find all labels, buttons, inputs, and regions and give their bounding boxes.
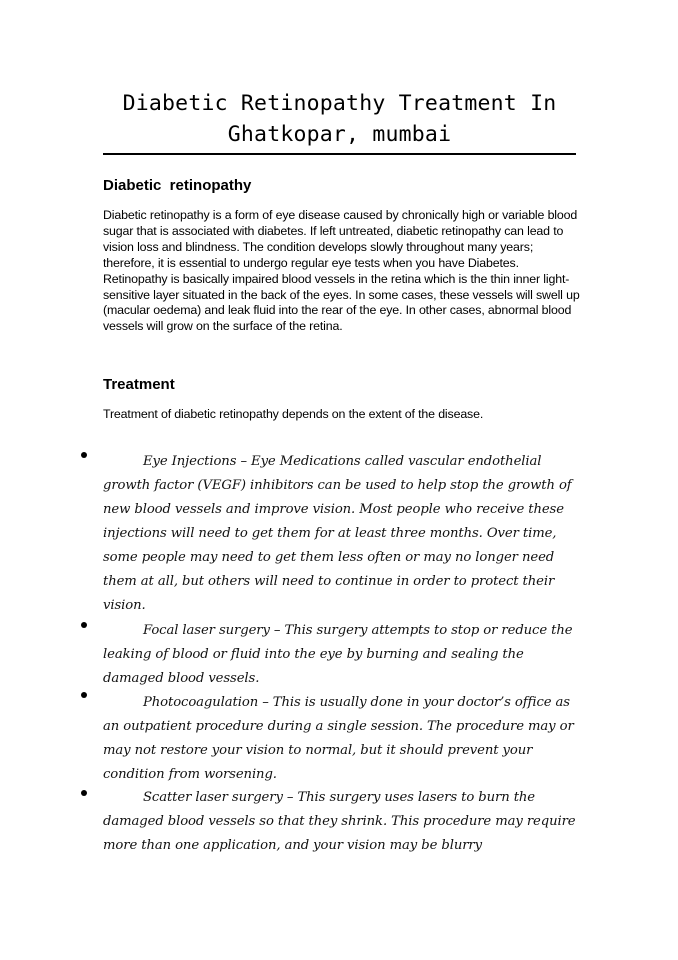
title-line-2: Ghatkopar, mumbai [227, 122, 452, 147]
bullet-dot [81, 790, 87, 796]
section-body-diabetic-retinopathy: Diabetic retinopathy is a form of eye disease caused by chronically high or variable blood sugar that is associated with diabetes. If left untreated, diabetic retinopathy can lead to vision loss and blindness. The condition develops slowly throughout many years; therefore, it is essential to undergo regular eye tests when you have Diabetes. Retinopathy is basically impaired blood vessels in the retina which is the thin inner light-sensitive layer situated in the back of the eyes. In some cases, these vessels will swell up (macular oedema) and leak fluid into the rear of the eye. In other cases, abnormal blood vessels will grow on the surface of the retina. [103, 208, 580, 334]
section-heading-diabetic-retinopathy: Diabetic retinopathy [103, 177, 252, 194]
list-item-text: Focal laser surgery – This surgery attempts to stop or reduce the leaking of blood or fluid into the eye by burning and sealing the damaged blood vessels. [103, 623, 573, 686]
title-line-1: Diabetic Retinopathy Treatment In [122, 91, 557, 116]
list-item-scatter-laser-surgery [103, 786, 581, 858]
bullet-dot [81, 622, 87, 628]
list-item-focal-laser-surgery [103, 619, 581, 691]
section-heading-treatment: Treatment [103, 376, 175, 393]
treatment-intro: Treatment of diabetic retinopathy depends on the extent of the disease. [103, 407, 484, 421]
list-item-text: Scatter laser surgery – This surgery uses lasers to burn the damaged blood vessels so that they shrink. This procedure may require more than one application, and your vision may be blurry [103, 790, 576, 853]
bullet-dot [81, 452, 87, 458]
list-item-eye-injections [103, 450, 581, 618]
list-item-text: Photocoagulation – This is usually done in your doctor’s office as an outpatient procedure during a single session. The procedure may or may not restore your vision to normal, but it should prevent your condition from worsening. [103, 695, 574, 782]
list-item-text: Eye Injections – Eye Medications called vascular endothelial growth factor (VEGF) inhibitors can be used to help stop the growth of new blood vessels and improve vision. Most people who receive these injections will need to get them for at least three months. Over time, some people may need to get them less often or may no longer need them at all, but others will need to continue in order to protect their vision. [103, 454, 572, 613]
bullet-dot [81, 692, 87, 698]
list-item-photocoagulation [103, 691, 581, 787]
